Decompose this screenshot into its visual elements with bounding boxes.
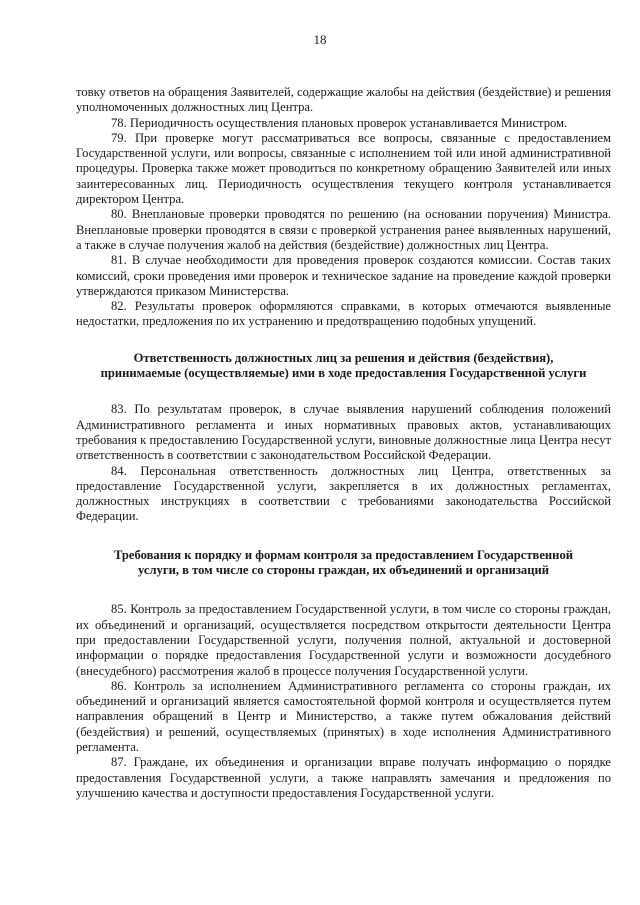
paragraph-86: 86. Контроль за исполнением Административного регламента со стороны граждан, их объединений и организаций является самостоятельной формой контроля и осуществляется путем направления обращений в Центр и Министерство, а также путем обжалования действий (бездействия) и решений, осуществляемых (принятых) в ходе исполнения Административного регламента. <box>76 678 611 754</box>
paragraph-85: 85. Контроль за предоставлением Государственной услуги, в том числе со стороны граждан, их объединений и организаций, осуществляется посредством открытости деятельности Центра при предоставлении Государственной услуги, получения полной, актуальной и достоверной информации о порядке предоставления Государственной услуги и возможности досудебного (внесудебного) рассмотрения жалоб в процессе получения Государственной услуги. <box>76 602 611 678</box>
paragraph-79: 79. При проверке могут рассматриваться все вопросы, связанные с предоставлением Государственной услуги, или вопросы, связанные с исполнением той или иной административной процедуры. Проверка также может проводиться по конкретному обращению Заявителей или иных заинтересованных лиц. Периодичность осуществления текущего контроля устанавливается директором Центра. <box>76 130 611 207</box>
page-number: 18 <box>313 32 327 47</box>
paragraph-83: 83. По результатам проверок, в случае выявления нарушений соблюдения положений Административного регламента и иных нормативных правовых актов, устанавливающих требования к предоставлению Государственной услуги, виновные должностные лица Центра несут ответственность в соответствии с законодательством Российской Федерации. <box>76 402 611 463</box>
paragraph-87: 87. Граждане, их объединения и организации вправе получать информацию о порядке предоставления Государственной услуги, а также направлять замечания и предложения по улучшению качества и доступности предоставления Государственной услуги. <box>76 755 611 800</box>
heading-line: услуги, в том числе со стороны граждан, их объединений и организаций <box>138 563 549 578</box>
paragraph-78: 78. Периодичность осуществления плановых проверок устанавливается Министром. <box>111 115 568 130</box>
heading-line: Требования к порядку и формам контроля за предоставлением Государственной <box>114 547 573 562</box>
paragraph-continuation: товку ответов на обращения Заявителей, содержащие жалобы на действия (бездействие) и решения уполномоченных должностных лиц Центра. <box>76 85 611 115</box>
document-body <box>76 85 611 801</box>
paragraph-82: 82. Результаты проверок оформляются справками, в которых отмечаются выявленные недостатки, предложения по их устранению и предотвращению подобных упущений. <box>76 299 611 329</box>
heading-line: Ответственность должностных лиц за решения и действия (бездействия), <box>133 350 554 365</box>
section-heading-control-requirements <box>76 548 611 579</box>
paragraph-84: 84. Персональная ответственность должностных лиц Центра, ответственных за предоставление Государственной услуги, закрепляется в их должностных регламентах, должностных инструкциях в соответствии с требованиями законодательства Российской Федерации. <box>76 463 611 524</box>
section-heading-responsibility <box>76 351 611 382</box>
paragraph-81: 81. В случае необходимости для проведения проверок создаются комиссии. Состав таких комиссий, сроки проведения ими проверок и техническое задание на проведение каждой проверки утверждаются приказом Министерства. <box>76 253 611 298</box>
paragraph-80: 80. Внеплановые проверки проводятся по решению (на основании поручения) Министра. Внеплановые проверки проводятся в связи с проверкой устранения ранее выявленных нарушений, а также в случае получения жалоб на действия (бездействие) должностных лиц Центра. <box>76 207 611 252</box>
heading-line: принимаемые (осуществляемые) ими в ходе предоставления Государственной услуги <box>100 366 587 381</box>
